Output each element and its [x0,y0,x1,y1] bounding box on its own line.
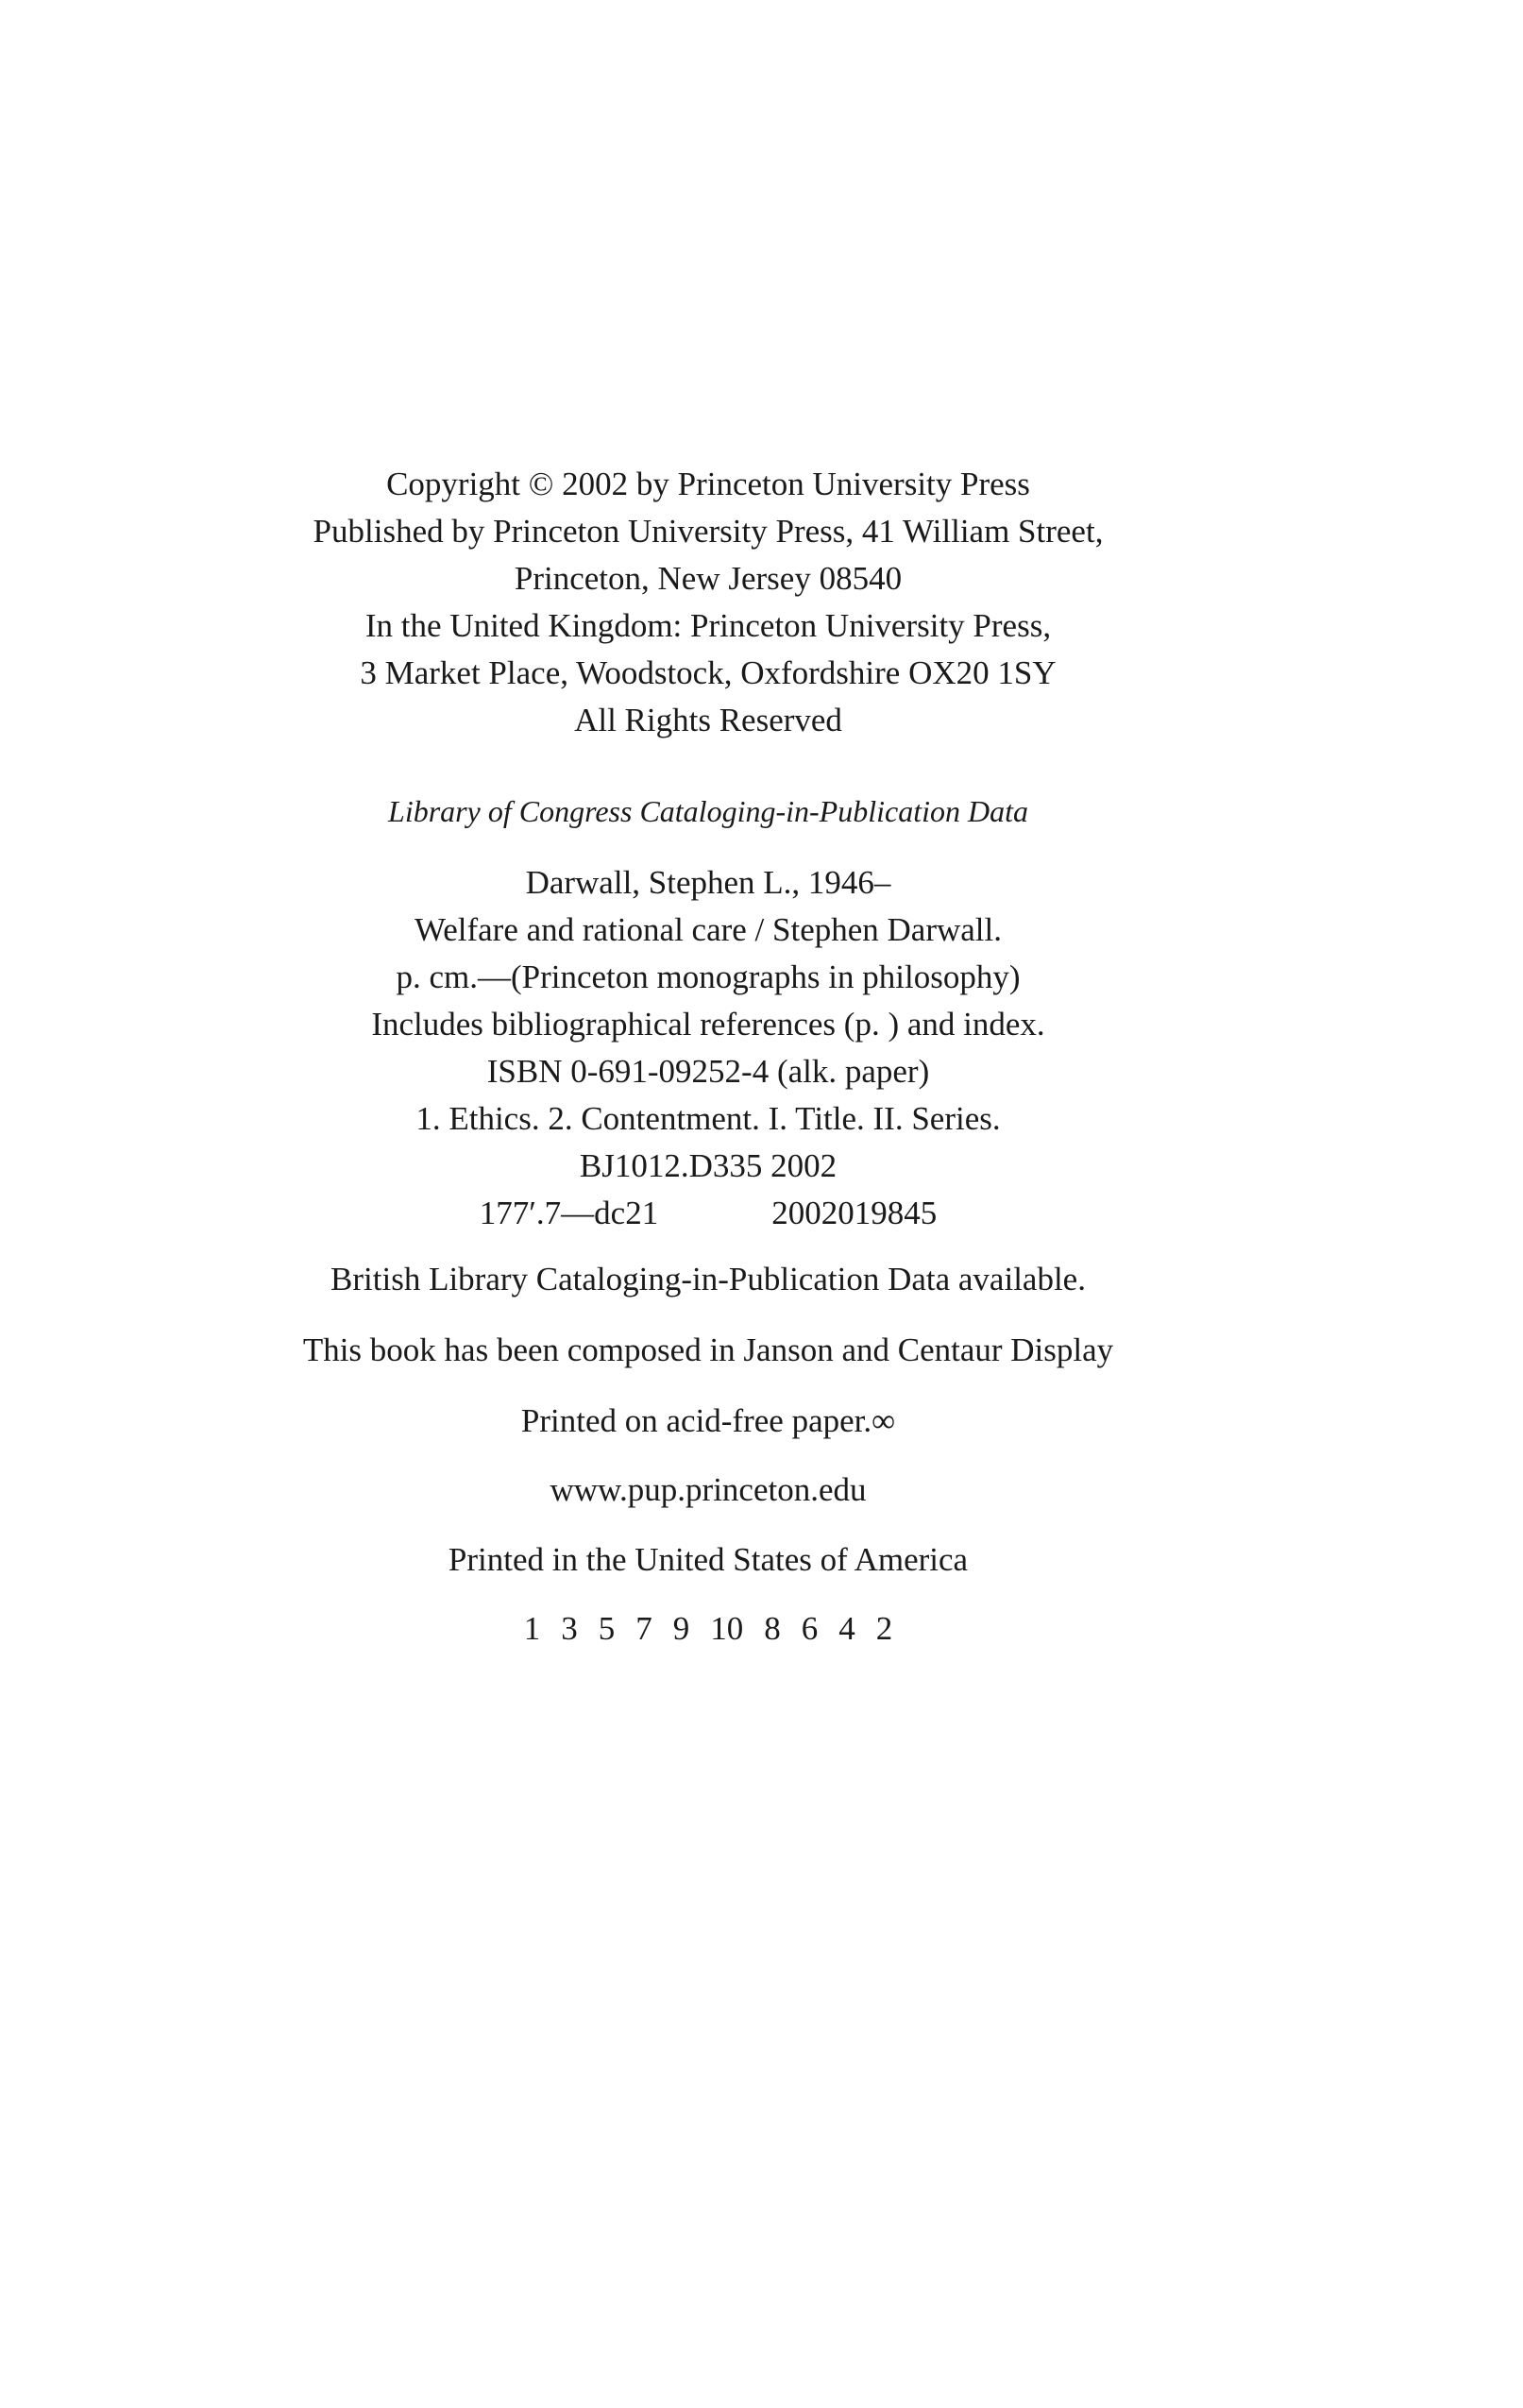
cip-lccn-row [0,1190,1416,1237]
cip-block [0,859,1416,1237]
typeface-note: This book has been composed in Janson and Centaur Display [302,1331,1114,1368]
publisher-city-line: Princeton, New Jersey 08540 [514,560,903,597]
printed-in-note: Printed in the United States of America [448,1541,969,1578]
copyright-block [0,461,1416,744]
cip-author: Darwall, Stephen L., 1946– [525,864,891,901]
printing-number: 7 [635,1610,652,1647]
paper-note: Printed on acid-free paper.∞ [520,1402,896,1439]
printing-number: 9 [672,1610,690,1647]
british-library-note: British Library Cataloging-in-Publication Data available. [330,1261,1086,1297]
printing-number: 5 [598,1610,616,1647]
cip-call-number: BJ1012.D335 2002 [579,1147,838,1184]
printing-line [0,1605,1416,1653]
uk-publisher-line: In the United Kingdom: Princeton University Press, [364,607,1052,644]
printing-number: 4 [838,1610,855,1647]
printing-number: 6 [801,1610,819,1647]
printing-number: 2 [875,1610,893,1647]
cip-isbn: ISBN 0-691-09252-4 (alk. paper) [486,1053,930,1090]
cip-title: Welfare and rational care / Stephen Darwall. [414,911,1003,948]
uk-address-line: 3 Market Place, Woodstock, Oxfordshire OX20 1SY [360,654,1057,691]
cip-series: p. cm.—(Princeton monographs in philosophy) [396,958,1021,995]
cip-references: Includes bibliographical references (p. ) and index. [371,1006,1045,1043]
cip-classification: 177′.7—dc21 [479,1195,659,1231]
cip-lccn-number: 2002019845 [771,1195,938,1231]
printing-number: 8 [764,1610,781,1647]
publisher-address-line: Published by Princeton University Press, 41 William Street, [313,513,1104,550]
copyright-line: Copyright © 2002 by Princeton University Press [386,466,1030,502]
cip-subjects: 1. Ethics. 2. Contentment. I. Title. II. Series. [415,1100,1001,1137]
publisher-website: www.pup.princeton.edu [550,1471,867,1508]
rights-line: All Rights Reserved [574,702,842,738]
printing-number: 1 [523,1610,541,1647]
cip-heading: Library of Congress Cataloging-in-Publication Data [388,794,1028,828]
printing-number: 3 [561,1610,578,1647]
printing-number: 10 [710,1610,744,1647]
